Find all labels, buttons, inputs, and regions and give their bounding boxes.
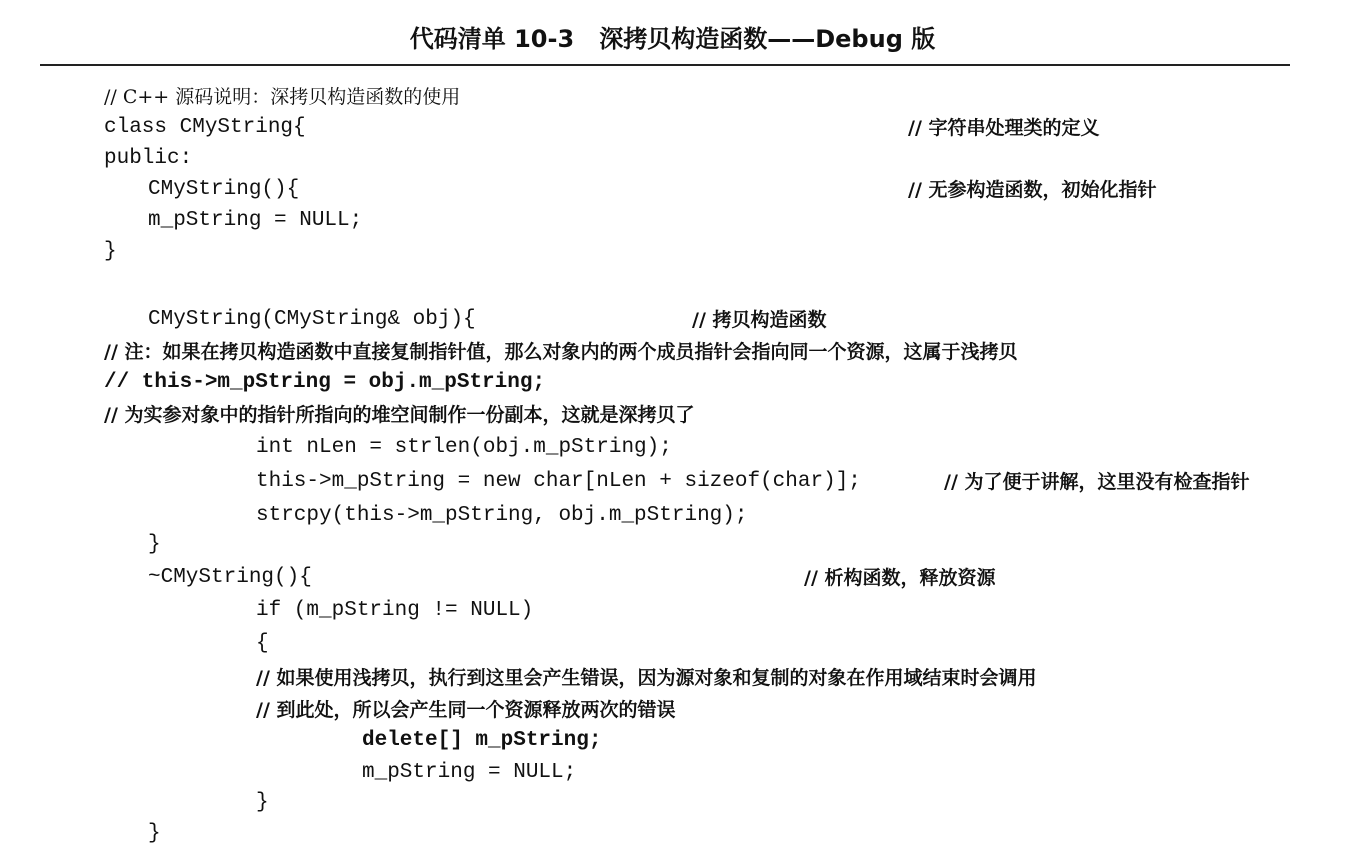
code-line-init-null: m_pString = NULL; — [148, 209, 363, 232]
code-line-comment-header: // C++ 源码说明：深拷贝构造函数的使用 — [104, 86, 461, 108]
code-line-copy-ctor: CMyString(CMyString& obj){ — [148, 308, 476, 331]
code-line-delete: delete[] m_pString; — [362, 729, 602, 752]
listing-title: 代码清单 10-3 深拷贝构造函数——Debug 版 — [409, 25, 936, 53]
code-comment-deep-copy: // 为实参对象中的指针所指向的堆空间制作一份副本，这就是深拷贝了 — [104, 404, 695, 426]
code-line-reset-null: m_pString = NULL; — [362, 761, 577, 784]
code-line-public: public: — [104, 147, 193, 170]
code-line-if: if (m_pString != NULL) — [256, 599, 534, 622]
code-line-shallow-assign: // this->m_pString = obj.m_pString; — [104, 371, 546, 394]
code-line-open-brace: { — [256, 632, 269, 655]
code-line-strlen: int nLen = strlen(obj.m_pString); — [256, 436, 672, 459]
code-line-strcpy: strcpy(this->m_pString, obj.m_pString); — [256, 504, 748, 527]
title-underline — [40, 64, 1290, 66]
code-comment-shallow-note: // 注：如果在拷贝构造函数中直接复制指针值，那么对象内的两个成员指针会指向同一个资源，这属于浅拷贝 — [104, 341, 1018, 363]
code-comment-destructor: // 析构函数，释放资源 — [804, 567, 996, 589]
code-comment-double-free-1: // 如果使用浅拷贝，执行到这里会产生错误，因为源对象和复制的对象在作用域结束时会调用 — [256, 667, 1037, 689]
code-line-close-brace: } — [148, 533, 161, 556]
code-comment-no-check: // 为了便于讲解，这里没有检查指针 — [944, 471, 1250, 493]
code-line-close-brace: } — [104, 240, 117, 263]
code-comment-double-free-2: // 到此处，所以会产生同一个资源释放两次的错误 — [256, 699, 676, 721]
code-line-default-ctor: CMyString(){ — [148, 178, 300, 201]
code-line-close-brace: } — [256, 791, 269, 814]
code-line-new-char: this->m_pString = new char[nLen + sizeof(char)]; — [256, 470, 861, 493]
code-line-destructor: ~CMyString(){ — [148, 566, 312, 589]
code-line-close-brace: } — [148, 822, 161, 845]
code-comment-class-def: // 字符串处理类的定义 — [908, 117, 1100, 139]
code-line-class-decl: class CMyString{ — [104, 116, 306, 139]
code-comment-copy-ctor: // 拷贝构造函数 — [692, 309, 827, 331]
code-listing — [0, 78, 1345, 853]
code-comment-default-ctor: // 无参构造函数，初始化指针 — [908, 179, 1157, 201]
